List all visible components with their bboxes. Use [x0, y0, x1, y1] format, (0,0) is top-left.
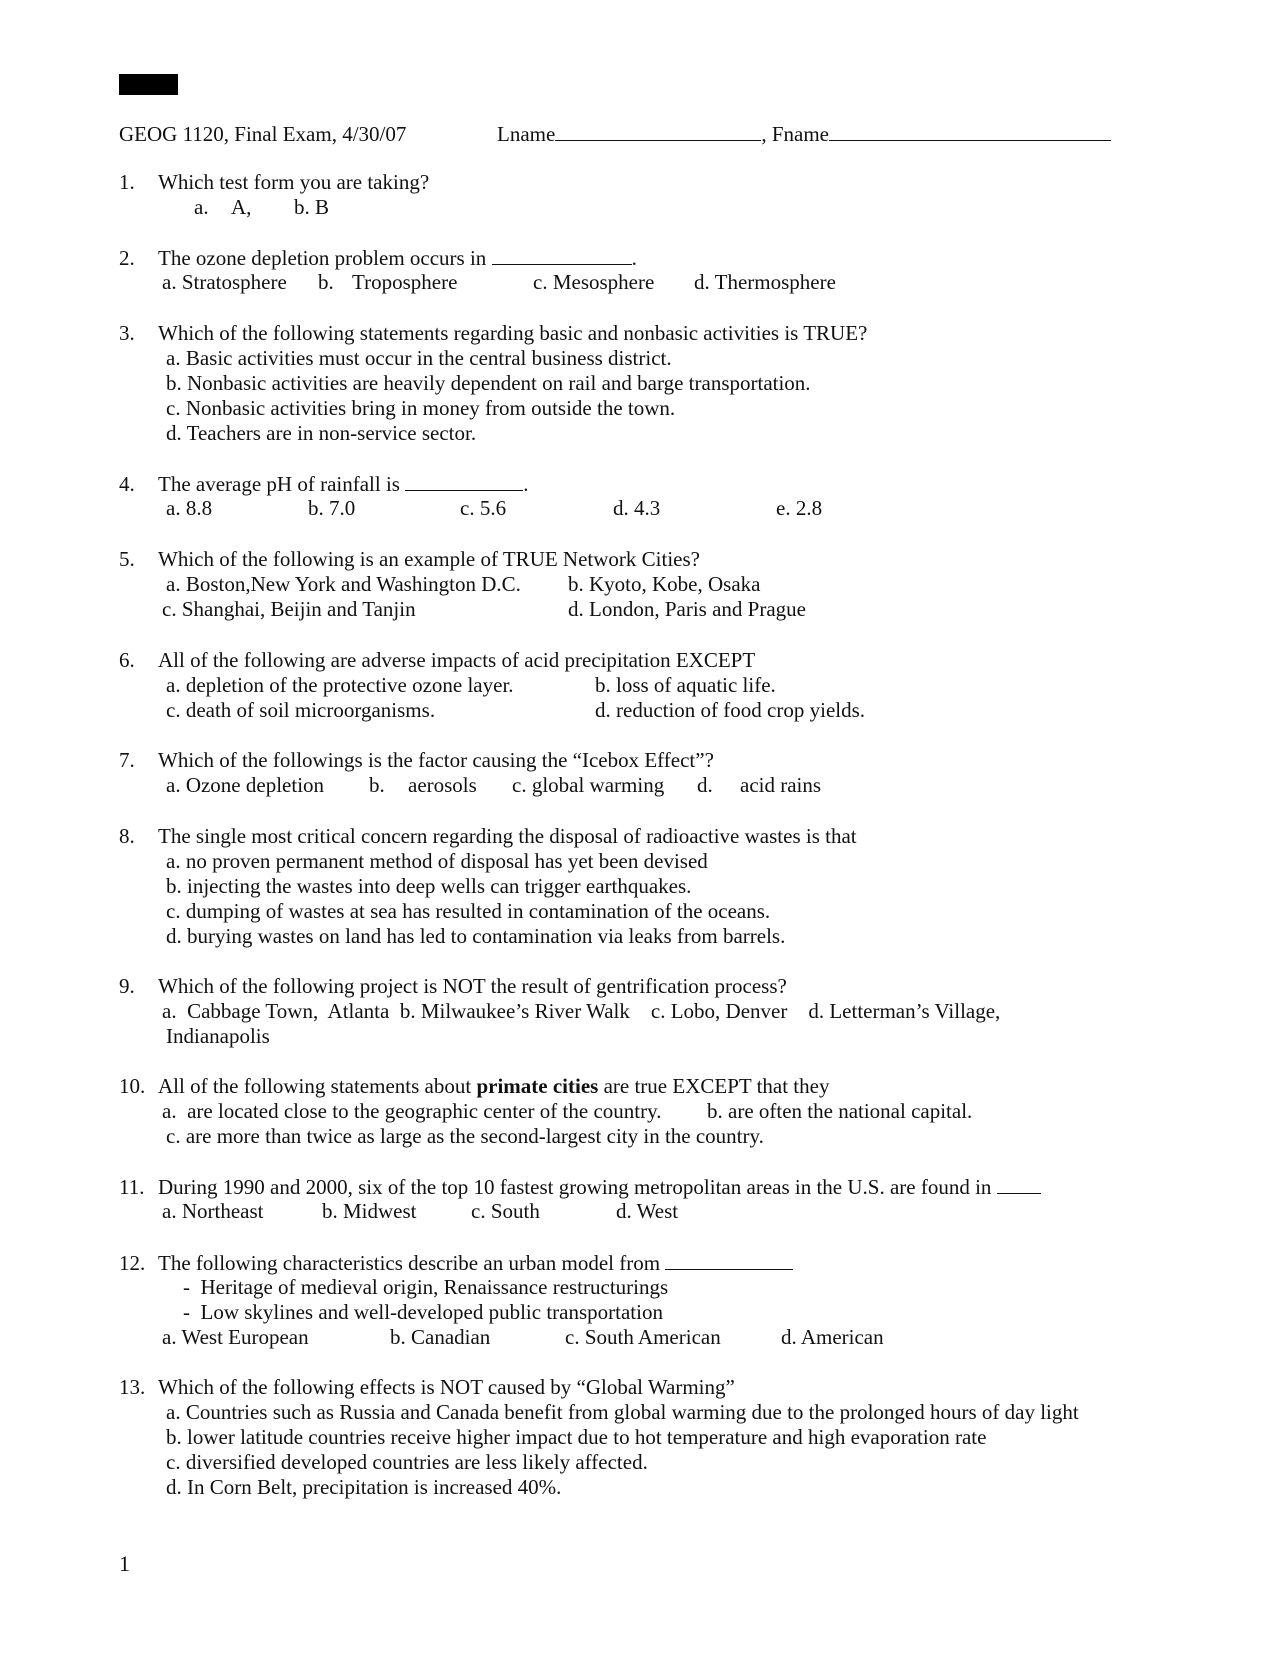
option-a: a. Northeast: [162, 1199, 264, 1223]
option-b: b. loss of aquatic life.: [595, 673, 776, 697]
question-tail: .: [631, 246, 637, 270]
option-b: b. injecting the wastes into deep wells can trigger earthquakes.: [166, 874, 692, 898]
question-7: [119, 748, 822, 798]
option-a: a. depletion of the protective ozone layer.: [166, 673, 514, 697]
option-b-text: Troposphere: [352, 270, 458, 294]
option-c: c. Mesosphere: [533, 270, 655, 294]
question-text-post: are true EXCEPT that they: [598, 1074, 830, 1098]
question-number: 7.: [119, 748, 135, 772]
option-b: b. Midwest: [322, 1199, 417, 1223]
option-c: c. dumping of wastes at sea has resulted in contamination of the oceans.: [166, 899, 771, 923]
option-c: c. South: [471, 1199, 540, 1223]
question-number: 1.: [119, 170, 135, 194]
question-text: All of the following are adverse impacts of acid precipitation EXCEPT: [158, 648, 756, 672]
fname-label: , Fname: [761, 122, 829, 146]
question-8: [119, 824, 857, 949]
fname-blank[interactable]: [829, 120, 1111, 141]
question-number: 10.: [119, 1074, 146, 1098]
bullet-item: - Heritage of medieval origin, Renaissance restructurings: [183, 1275, 669, 1299]
option-d-text: acid rains: [740, 773, 822, 797]
question-5: [119, 547, 806, 622]
question-text: The following characteristics describe an urban model from: [158, 1251, 661, 1275]
question-9: [119, 974, 1000, 1049]
lname-blank[interactable]: [555, 120, 761, 141]
option-b: b. B: [294, 195, 330, 219]
answer-blank: [405, 471, 523, 491]
option-a-value: A,: [231, 195, 252, 219]
exam-header: [119, 120, 1111, 147]
question-text: The ozone depletion problem occurs in: [158, 246, 487, 270]
question-2: [119, 245, 836, 295]
option-c: c. are more than twice as large as the second-largest city in the country.: [166, 1124, 764, 1148]
option-a: a. Countries such as Russia and Canada benefit from global warming due to the prolonged hours of day light: [166, 1400, 1079, 1424]
question-4: [119, 471, 823, 521]
question-12: [119, 1250, 884, 1350]
option-a: a.: [194, 195, 209, 219]
option-b: b.: [318, 270, 334, 294]
option-d: d. West: [616, 1199, 679, 1223]
answer-blank: [665, 1250, 793, 1270]
option-b: b. Nonbasic activities are heavily dependent on rail and barge transportation.: [166, 371, 811, 395]
option-c: c. death of soil microorganisms.: [166, 698, 436, 722]
option-a: a. are located close to the geographic center of the country.: [162, 1099, 662, 1123]
question-text: Which test form you are taking?: [158, 170, 430, 194]
option-b-text: aerosols: [408, 773, 477, 797]
option-c: c. diversified developed countries are less likely affected.: [166, 1450, 648, 1474]
option-a: a. Boston,New York and Washington D.C.: [166, 572, 521, 596]
question-number: 2.: [119, 246, 135, 270]
question-number: 13.: [119, 1375, 146, 1399]
question-text: Which of the following is an example of TRUE Network Cities?: [158, 547, 700, 571]
option-b: b. 7.0: [308, 496, 356, 520]
question-number: 4.: [119, 472, 135, 496]
question-number: 11.: [119, 1175, 145, 1199]
question-text: During 1990 and 2000, six of the top 10 fastest growing metropolitan areas in the U.S. are found in: [158, 1175, 992, 1199]
option-a: a. 8.8: [166, 496, 213, 520]
question-1: [119, 170, 429, 220]
option-c: c. Shanghai, Beijin and Tanjin: [162, 597, 416, 621]
option-c: c. Nonbasic activities bring in money from outside the town.: [166, 396, 676, 420]
question-11: [119, 1174, 1041, 1224]
option-b: b. Canadian: [390, 1325, 491, 1349]
option-a: a. Stratosphere: [162, 270, 287, 294]
question-3: [119, 321, 867, 446]
option-d: d.: [697, 773, 713, 797]
question-text: Which of the following statements regarding basic and nonbasic activities is TRUE?: [158, 321, 868, 345]
bullet-item: - Low skylines and well-developed public transportation: [183, 1300, 663, 1324]
option-d: d. burying wastes on land has led to contamination via leaks from barrels.: [166, 924, 786, 948]
question-text-bold: primate cities: [476, 1074, 599, 1098]
question-number: 6.: [119, 648, 135, 672]
option-e: e. 2.8: [776, 496, 823, 520]
question-text: Which of the following effects is NOT caused by “Global Warming”: [158, 1375, 735, 1399]
question-text: Which of the following project is NOT the result of gentrification process?: [158, 974, 787, 998]
option-d: d. American: [781, 1325, 884, 1349]
option-d: d. Teachers are in non-service sector.: [166, 421, 477, 445]
lname-label: Lname: [497, 122, 556, 146]
question-text: The average pH of rainfall is: [158, 472, 400, 496]
option-line: a. Cabbage Town, Atlanta b. Milwaukee’s River Walk c. Lobo, Denver d. Letterman’s Village,: [162, 999, 1001, 1023]
answer-blank: [492, 245, 632, 265]
question-13: [119, 1375, 1079, 1500]
redaction-box: [119, 74, 178, 95]
option-d: d. reduction of food crop yields.: [595, 698, 866, 722]
answer-blank: [997, 1174, 1041, 1194]
option-line-continued: Indianapolis: [166, 1024, 270, 1048]
option-c: c. South American: [565, 1325, 721, 1349]
page-number: 1: [119, 1551, 130, 1576]
question-text: The single most critical concern regarding the disposal of radioactive wastes is that: [158, 824, 857, 848]
course-title: GEOG 1120, Final Exam, 4/30/07: [119, 122, 407, 146]
option-b: b. lower latitude countries receive higher impact due to hot temperature and high evaporation rate: [166, 1425, 987, 1449]
option-b: b. are often the national capital.: [707, 1099, 973, 1123]
question-text-pre: All of the following statements about: [158, 1074, 477, 1098]
option-b: b. Kyoto, Kobe, Osaka: [568, 572, 761, 596]
question-tail: .: [523, 472, 529, 496]
question-6: [119, 648, 866, 723]
question-number: 5.: [119, 547, 135, 571]
question-number: 8.: [119, 824, 135, 848]
option-c: c. 5.6: [460, 496, 507, 520]
option-d: d. Thermosphere: [694, 270, 836, 294]
option-a: a. West European: [162, 1325, 309, 1349]
question-number: 12.: [119, 1251, 146, 1275]
option-a: a. Ozone depletion: [166, 773, 325, 797]
option-a: a. Basic activities must occur in the central business district.: [166, 346, 672, 370]
option-d: d. In Corn Belt, precipitation is increased 40%.: [166, 1475, 562, 1499]
question-10: [119, 1074, 973, 1149]
question-number: 9.: [119, 974, 135, 998]
question-text: Which of the followings is the factor causing the “Icebox Effect”?: [158, 748, 714, 772]
option-c: c. global warming: [512, 773, 665, 797]
option-d: d. 4.3: [613, 496, 661, 520]
option-a: a. no proven permanent method of disposal has yet been devised: [166, 849, 708, 873]
question-number: 3.: [119, 321, 135, 345]
option-b: b.: [369, 773, 385, 797]
option-d: d. London, Paris and Prague: [568, 597, 806, 621]
